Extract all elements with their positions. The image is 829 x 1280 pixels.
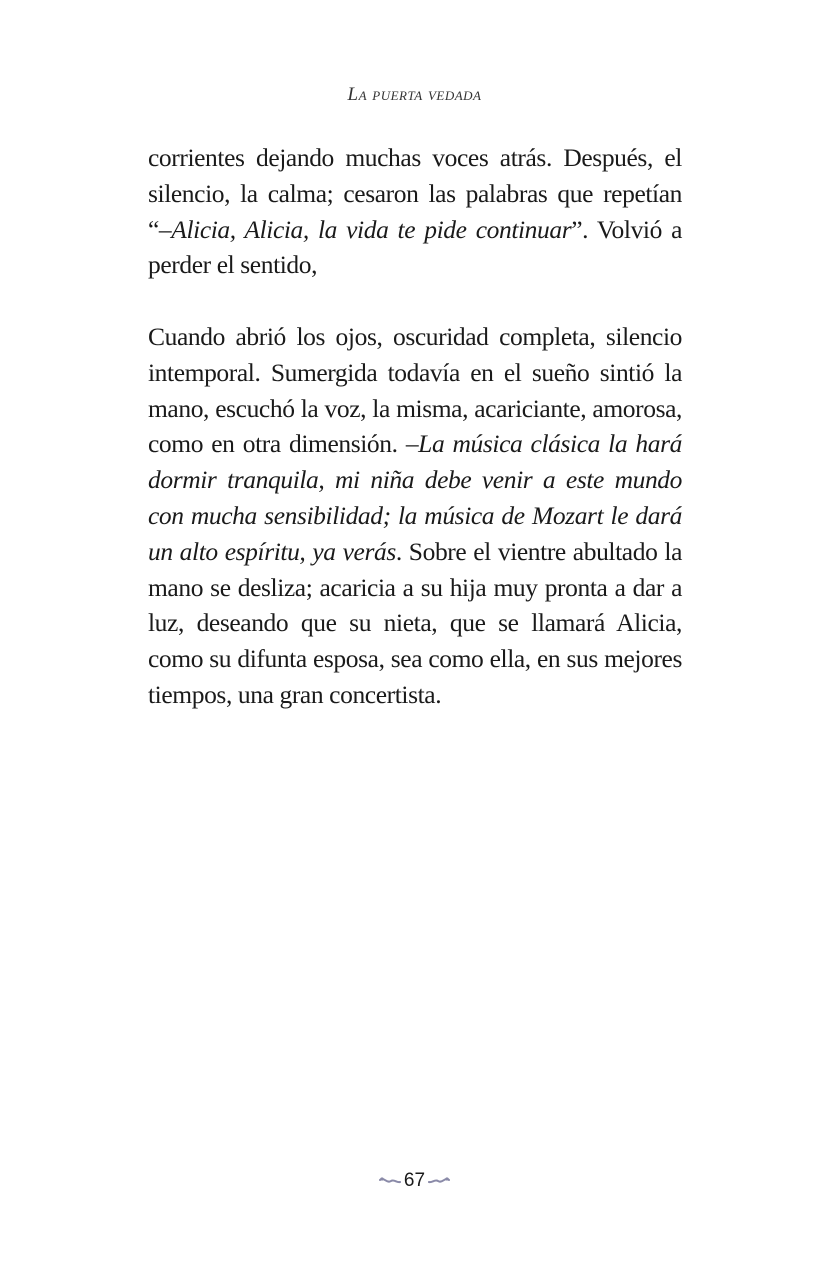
text-run: . Sobre el vientre abultado la mano se desliza; acaricia a su hija muy pronta a dar a luz, deseando que su nieta, que se llamará Alicia, como su difunta esposa, sea como ella, en sus mejores tiempos, una gran concertista. (148, 536, 682, 709)
text-run: Cuando abrió los ojos, oscuridad completa, silencio intemporal. Sumergida todavía en el sueño sintió la mano, escuchó la voz, la misma, acariciante, amorosa, como en otra dimensión. (148, 321, 682, 459)
italic-text-run: –La música clásica la hará dormir tranquila, mi niña debe venir a este mundo con mucha sensibilidad; la música de Mozart le dará un alto espíritu, ya verás (148, 429, 682, 566)
page-folio (0, 1170, 829, 1192)
body-text (148, 140, 682, 713)
text-run: ”. Volvió a perder el sentido, (148, 214, 682, 280)
swash-ornament-left-icon (379, 1175, 401, 1187)
page-number: 67 (403, 1170, 426, 1191)
italic-text-run: –Alicia, Alicia, la vida te pide continuar (158, 214, 572, 244)
running-title: La puerta vedada (347, 84, 482, 105)
paragraph (148, 140, 682, 283)
text-run: corrientes dejando muchas voces atrás. Después, el silencio, la calma; cesaron las palabras que repetían “ (148, 143, 682, 244)
swash-ornament-right-icon (428, 1175, 450, 1187)
paragraph (148, 319, 682, 713)
